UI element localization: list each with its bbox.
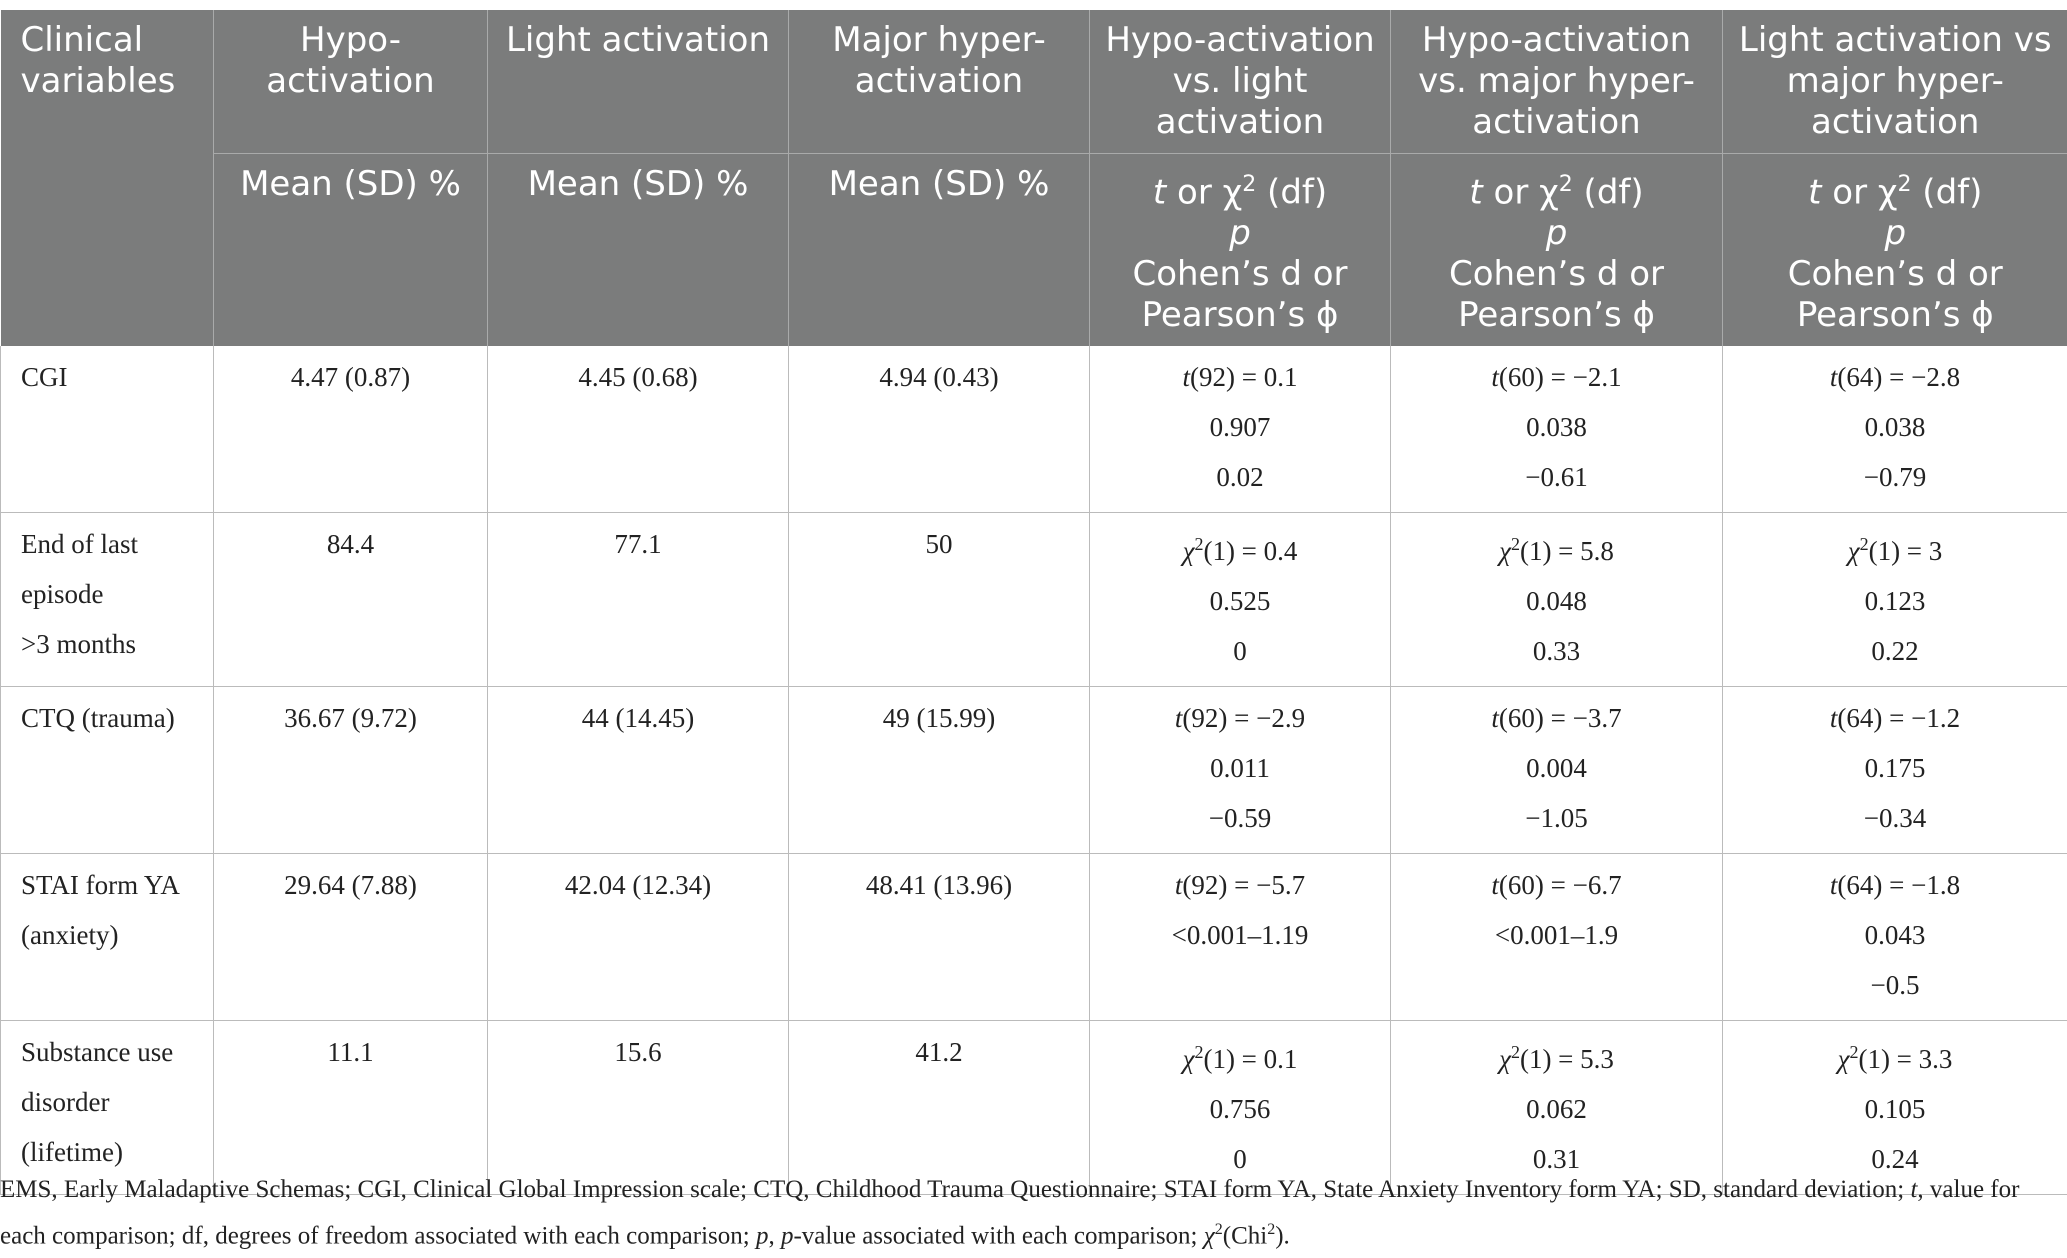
stat-value [1098, 519, 1382, 576]
stat-value [1399, 693, 1714, 743]
subheader-stat-line [1100, 164, 1380, 213]
comparison-cell [1391, 854, 1723, 1021]
group-value-cell: 4.94 (0.43) [789, 346, 1090, 513]
stat-rest: (1) = 0.4 [1203, 536, 1298, 566]
footnote-chi-word: Chi [1231, 1222, 1268, 1250]
subheader-t-symbol: t [1469, 171, 1483, 212]
footnote-p2: p [780, 1222, 794, 1250]
subheader-p: p [1545, 212, 1568, 253]
stat-value [1098, 1027, 1382, 1084]
p-value: 0.062 [1526, 1094, 1587, 1124]
stat-rest: (64) = −1.2 [1837, 703, 1961, 733]
t-symbol: t [1491, 362, 1499, 392]
effect-size: −0.79 [1863, 462, 1927, 492]
t-symbol: t [1829, 362, 1838, 392]
effect-size: −0.5 [1870, 970, 1920, 1000]
p-value: <0.001–1.9 [1494, 920, 1619, 950]
header-group-hypo: Hypo-activation [214, 10, 488, 153]
stat-value [1098, 352, 1382, 402]
subheader-df: (df) [1911, 171, 1983, 212]
row-label-line: End of last [21, 529, 138, 559]
subheader-t-symbol: t [1152, 171, 1167, 212]
effect-size: −0.59 [1208, 803, 1272, 833]
row-label-line: Substance use [21, 1037, 174, 1067]
comparison-cell [1723, 687, 2067, 854]
subheader-df: (df) [1572, 171, 1644, 212]
subheader-mean-sd-major: Mean (SD) % [789, 153, 1090, 346]
table-row [1, 687, 2067, 854]
row-label: CTQ (trauma) [1, 687, 214, 854]
footnote-t: t [1910, 1176, 1918, 1203]
p-value: 0.048 [1526, 586, 1587, 616]
stat-value [1731, 860, 2059, 910]
p-value: 0.004 [1526, 753, 1587, 783]
p-value: 0.525 [1209, 586, 1271, 616]
chi-symbol: χ [1182, 536, 1195, 566]
comparison-cell [1723, 854, 2067, 1021]
effect-size: 0.22 [1871, 636, 1919, 666]
header-clinical-variables-text: Clinical variables [20, 20, 176, 101]
p-value: 0.105 [1864, 1094, 1926, 1124]
stat-rest: (1) = 5.8 [1519, 536, 1614, 566]
subheader-chi-superscript: 2 [1897, 171, 1912, 197]
subheader-stat-cmp2 [1391, 153, 1723, 346]
group-value-cell: 36.67 (9.72) [214, 687, 488, 854]
effect-size: −0.61 [1525, 462, 1588, 492]
subheader-stat-cmp1 [1090, 153, 1391, 346]
stat-rest: (1) = 3.3 [1858, 1044, 1953, 1074]
stat-rest: (60) = −3.7 [1498, 703, 1622, 733]
row-label-line: episode [21, 579, 104, 609]
footnote-chi-word-sup: 2 [1267, 1221, 1276, 1238]
group-value-cell: 84.4 [214, 513, 488, 687]
effect-size: 0 [1233, 636, 1247, 666]
stat-rest: (1) = 5.3 [1519, 1044, 1614, 1074]
row-label [1, 1021, 214, 1195]
footnote-chi: χ [1203, 1222, 1215, 1250]
p-value: 0.043 [1864, 920, 1926, 950]
stat-value [1098, 860, 1382, 910]
row-label-line: (lifetime) [21, 1137, 123, 1167]
chi-symbol: χ [1182, 1044, 1195, 1074]
stat-rest: (60) = −2.1 [1498, 362, 1622, 392]
header-cmp-hypo-light: Hypo-activation vs. light activation [1090, 10, 1391, 153]
comparison-cell [1391, 346, 1723, 513]
row-label [1, 513, 214, 687]
group-value-cell: 29.64 (7.88) [214, 854, 488, 1021]
stat-value [1399, 860, 1714, 910]
effect-size: 0 [1233, 1144, 1247, 1174]
comparison-cell [1391, 513, 1723, 687]
stat-rest: (92) = 0.1 [1190, 362, 1298, 392]
stat-rest: (64) = −2.8 [1837, 362, 1961, 392]
chi-symbol: χ [1837, 1044, 1850, 1074]
footnote-p: p [755, 1222, 769, 1250]
comparison-cell [1723, 346, 2067, 513]
stat-value [1731, 1027, 2059, 1084]
group-value-cell: 48.41 (13.96) [789, 854, 1090, 1021]
t-symbol: t [1182, 362, 1191, 392]
comparison-cell [1391, 687, 1723, 854]
header-cmp-hypo-major: Hypo-activation vs. major hyper-activation [1391, 10, 1723, 153]
effect-size: 0.24 [1871, 1144, 1919, 1174]
p-value: 0.756 [1209, 1094, 1271, 1124]
stat-value [1731, 352, 2059, 402]
p-value: 0.907 [1209, 412, 1271, 442]
table-row [1, 513, 2067, 687]
stat-rest: (1) = 3 [1868, 536, 1943, 566]
chi-symbol: χ [1499, 536, 1511, 566]
stat-rest: (1) = 0.1 [1203, 1044, 1298, 1074]
subheader-p: p [1884, 212, 1907, 253]
effect-size: −0.34 [1863, 803, 1927, 833]
row-label [1, 854, 214, 1021]
table-row [1, 346, 2067, 513]
table-row [1, 854, 2067, 1021]
group-value-cell: 4.45 (0.68) [488, 346, 789, 513]
p-value: 0.123 [1864, 586, 1926, 616]
statistics-table [0, 10, 2067, 1195]
subheader-chi-superscript: 2 [1242, 171, 1257, 197]
table-header [1, 10, 2067, 346]
header-cmp-light-major: Light activation vs major hyper-activation [1723, 10, 2067, 153]
subheader-or-chi: or χ [1821, 171, 1898, 212]
t-symbol: t [1491, 870, 1499, 900]
comparison-cell [1391, 1021, 1723, 1195]
table-footnote: EMS, Early Maladaptive Schemas; CGI, Clinical Global Impression scale; CTQ, Childhood Trauma Questionnaire; STAI form YA, State Anxiety Inventory form YA; SD, standard deviation; t, value for each comparison; df, degrees of freedom associated with each comparison; p, p-value associated with each comparison; $\chi^2(Chi^2)$. [0, 1176, 2020, 1250]
subheader-effect-2: Pearson’s ϕ [1141, 294, 1339, 335]
group-value-cell: 41.2 [789, 1021, 1090, 1195]
comparison-cell [1090, 854, 1391, 1021]
row-label: CGI [1, 346, 214, 513]
row-label-line: disorder [21, 1087, 110, 1117]
subheader-mean-sd-hypo: Mean (SD) % [214, 153, 488, 346]
stat-value [1731, 519, 2059, 576]
group-value-cell: 77.1 [488, 513, 789, 687]
chi-superscript: 2 [1510, 534, 1520, 554]
group-value-cell: 42.04 (12.34) [488, 854, 789, 1021]
stat-rest: (92) = −5.7 [1182, 870, 1306, 900]
subheader-p: p [1229, 212, 1251, 253]
subheader-chi-superscript: 2 [1558, 171, 1573, 197]
comparison-cell [1090, 346, 1391, 513]
group-value-cell: 11.1 [214, 1021, 488, 1195]
subheader-effect-2: Pearson’s ϕ [1796, 294, 1994, 335]
subheader-or-chi: or χ [1482, 171, 1559, 212]
subheader-effect-2: Pearson’s ϕ [1458, 294, 1655, 335]
t-symbol: t [1491, 703, 1499, 733]
chi-superscript: 2 [1194, 534, 1204, 554]
chi-symbol: χ [1847, 536, 1860, 566]
comparison-cell [1090, 513, 1391, 687]
comparison-cell [1723, 1021, 2067, 1195]
chi-superscript: 2 [1510, 1042, 1520, 1062]
stat-rest: (64) = −1.8 [1837, 870, 1961, 900]
row-label-line: >3 months [21, 629, 136, 659]
comparison-cell [1090, 1021, 1391, 1195]
table-body [1, 346, 2067, 1195]
t-symbol: t [1829, 870, 1838, 900]
subheader-df: (df) [1256, 171, 1328, 212]
stat-value [1399, 1027, 1714, 1084]
stat-value [1399, 519, 1714, 576]
group-value-cell: 4.47 (0.87) [214, 346, 488, 513]
p-value: <0.001–1.19 [1171, 920, 1309, 950]
header-group-major: Major hyper-activation [789, 10, 1090, 153]
chi-symbol: χ [1499, 1044, 1511, 1074]
group-value-cell: 44 (14.45) [488, 687, 789, 854]
chi-superscript: 2 [1859, 534, 1869, 554]
subheader-stat-line [1733, 164, 2058, 213]
row-label-line: STAI form YA [21, 870, 180, 900]
stat-value [1399, 352, 1714, 402]
t-symbol: t [1829, 703, 1838, 733]
stat-rest: (92) = −2.9 [1182, 703, 1306, 733]
group-value-cell: 15.6 [488, 1021, 789, 1195]
header-clinical-variables [1, 10, 214, 346]
t-symbol: t [1174, 870, 1183, 900]
chi-superscript: 2 [1194, 1042, 1204, 1062]
subheader-t-symbol: t [1808, 171, 1822, 212]
footnote-chi-sup: 2 [1214, 1221, 1223, 1238]
group-value-cell: 50 [789, 513, 1090, 687]
chi-superscript: 2 [1849, 1042, 1859, 1062]
table-row [1, 1021, 2067, 1195]
effect-size: 0.02 [1216, 462, 1264, 492]
stat-value [1731, 693, 2059, 743]
header-row-titles [1, 10, 2067, 153]
subheader-effect-1: Cohen’s d or [1448, 253, 1665, 294]
subheader-effect-1: Cohen’s d or [1132, 253, 1348, 294]
header-group-light: Light activation [488, 10, 789, 153]
subheader-stat-cmp3 [1723, 153, 2067, 346]
comparison-cell [1090, 687, 1391, 854]
effect-size: 0.33 [1532, 636, 1581, 666]
effect-size: −1.05 [1525, 803, 1588, 833]
effect-size: 0.31 [1532, 1144, 1581, 1174]
group-value-cell: 49 (15.99) [789, 687, 1090, 854]
p-value: 0.011 [1210, 753, 1270, 783]
p-value: 0.038 [1864, 412, 1926, 442]
subheader-effect-1: Cohen’s d or [1787, 253, 2003, 294]
p-value: 0.175 [1864, 753, 1926, 783]
stat-rest: (60) = −6.7 [1498, 870, 1622, 900]
subheader-or-chi: or χ [1166, 171, 1243, 212]
t-symbol: t [1174, 703, 1183, 733]
subheader-mean-sd-light: Mean (SD) % [488, 153, 789, 346]
comparison-cell [1723, 513, 2067, 687]
stat-value [1098, 693, 1382, 743]
subheader-stat-line [1401, 164, 1712, 213]
p-value: 0.038 [1526, 412, 1587, 442]
row-label-line: (anxiety) [21, 920, 119, 950]
header-row-subtitles [1, 153, 2067, 346]
